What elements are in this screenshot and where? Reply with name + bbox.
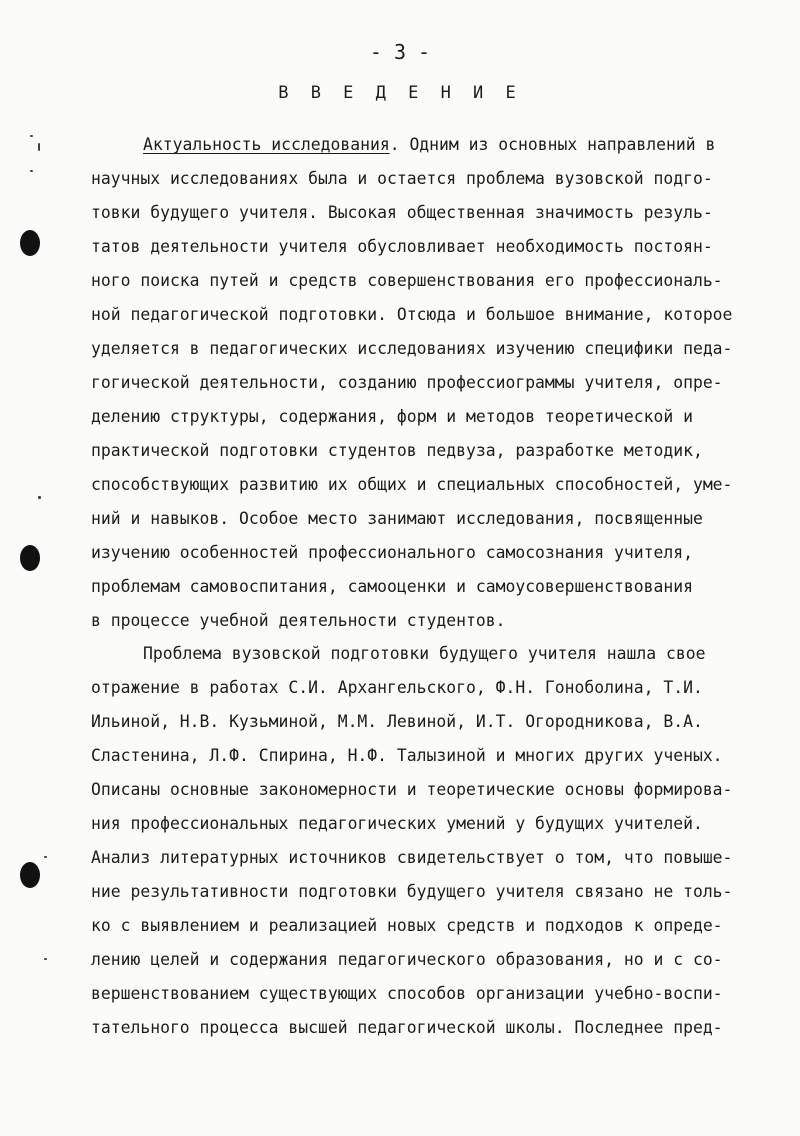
paragraph-1-line-13: проблемам самовоспитания, самооценки и самоусовершенствования — [91, 577, 693, 596]
paragraph-1-line-9: практической подготовки студентов педвуза, разработке методик, — [91, 441, 703, 460]
punch-hole-middle — [20, 545, 40, 571]
paragraph-2-line-5: ния профессиональных педагогических умений у будущих учителей. — [91, 814, 703, 833]
paragraph-2-line-1: отражение в работах С.И. Архангельского, Ф.Н. Гоноболина, Т.И. — [91, 678, 703, 697]
paragraph-1-line-11: ний и навыков. Особое место занимают исследования, посвященные — [91, 509, 703, 528]
paragraph-2-line-9: лению целей и содержания педагогического образования, но и с со- — [91, 950, 723, 969]
paragraph-2-line-4: Описаны основные закономерности и теоретические основы формирова- — [91, 780, 733, 799]
margin-speck — [38, 496, 41, 499]
paragraph-1-line-8: делению структуры, содержания, форм и методов теоретической и — [91, 407, 693, 426]
paragraph-1-line-4: ного поиска путей и средств совершенствования его профессиональ- — [91, 271, 723, 290]
margin-speck — [38, 143, 40, 151]
paragraph-1-line-12: изучению особенностей профессионального самосознания учителя, — [91, 543, 693, 562]
margin-speck — [30, 135, 33, 137]
margin-speck — [30, 170, 33, 172]
paragraph-1-line-3: татов деятельности учителя обусловливает необходимость постоян- — [91, 237, 713, 256]
section-heading: В В Е Д Е Н И Е — [278, 83, 522, 103]
page-number: - 3 - — [369, 40, 431, 64]
paragraph-2-line-3: Сластенина, Л.Ф. Спирина, Н.Ф. Талызиной и многих других ученых. — [91, 746, 723, 765]
paragraph-1-line-14: в процессе учебной деятельности студентов. — [91, 611, 506, 630]
paragraph-2-line-10: вершенствованием существующих способов организации учебно-воспи- — [91, 984, 723, 1003]
paragraph-1-line-7: гогической деятельности, созданию профессиограммы учителя, опре- — [91, 373, 723, 392]
paragraph-2-line-8: ко с выявлением и реализацией новых средств и подходов к опреде- — [91, 916, 723, 935]
paragraph-2-line-2: Ильиной, Н.В. Кузьминой, М.М. Левиной, И.Т. Огородникова, В.А. — [91, 712, 703, 731]
punch-hole-bottom — [20, 862, 40, 888]
paragraph-1-line-0 — [143, 135, 715, 155]
paragraph-2-line-11: тательного процесса высшей педагогической школы. Последнее пред- — [91, 1018, 723, 1037]
paragraph-2-line-0: Проблема вузовской подготовки будущего учителя нашла свое — [143, 644, 706, 663]
paragraph-2-line-6: Анализ литературных источников свидетельствует о том, что повыше- — [91, 848, 733, 867]
paragraph-1-line-6: уделяется в педагогических исследованиях изучению специфики педа- — [91, 339, 733, 358]
paragraph-1-line-2: товки будущего учителя. Высокая общественная значимость резуль- — [91, 203, 713, 222]
margin-speck — [44, 856, 47, 858]
margin-speck — [44, 958, 47, 960]
paragraph-1-line-10: способствующих развитию их общих и специальных способностей, уме- — [91, 475, 733, 494]
paragraph-1-line-1: научных исследованиях была и остается проблема вузовской подго- — [91, 169, 713, 188]
relevance-label: Актуальность исследования — [143, 135, 390, 154]
paragraph-1-intro-rest: . Одним из основных направлений в — [389, 135, 716, 154]
paragraph-1-line-5: ной педагогической подготовки. Отсюда и большое внимание, которое — [91, 305, 733, 324]
punch-hole-top — [20, 230, 40, 256]
paragraph-2-line-7: ние результативности подготовки будущего учителя связано не толь- — [91, 882, 733, 901]
